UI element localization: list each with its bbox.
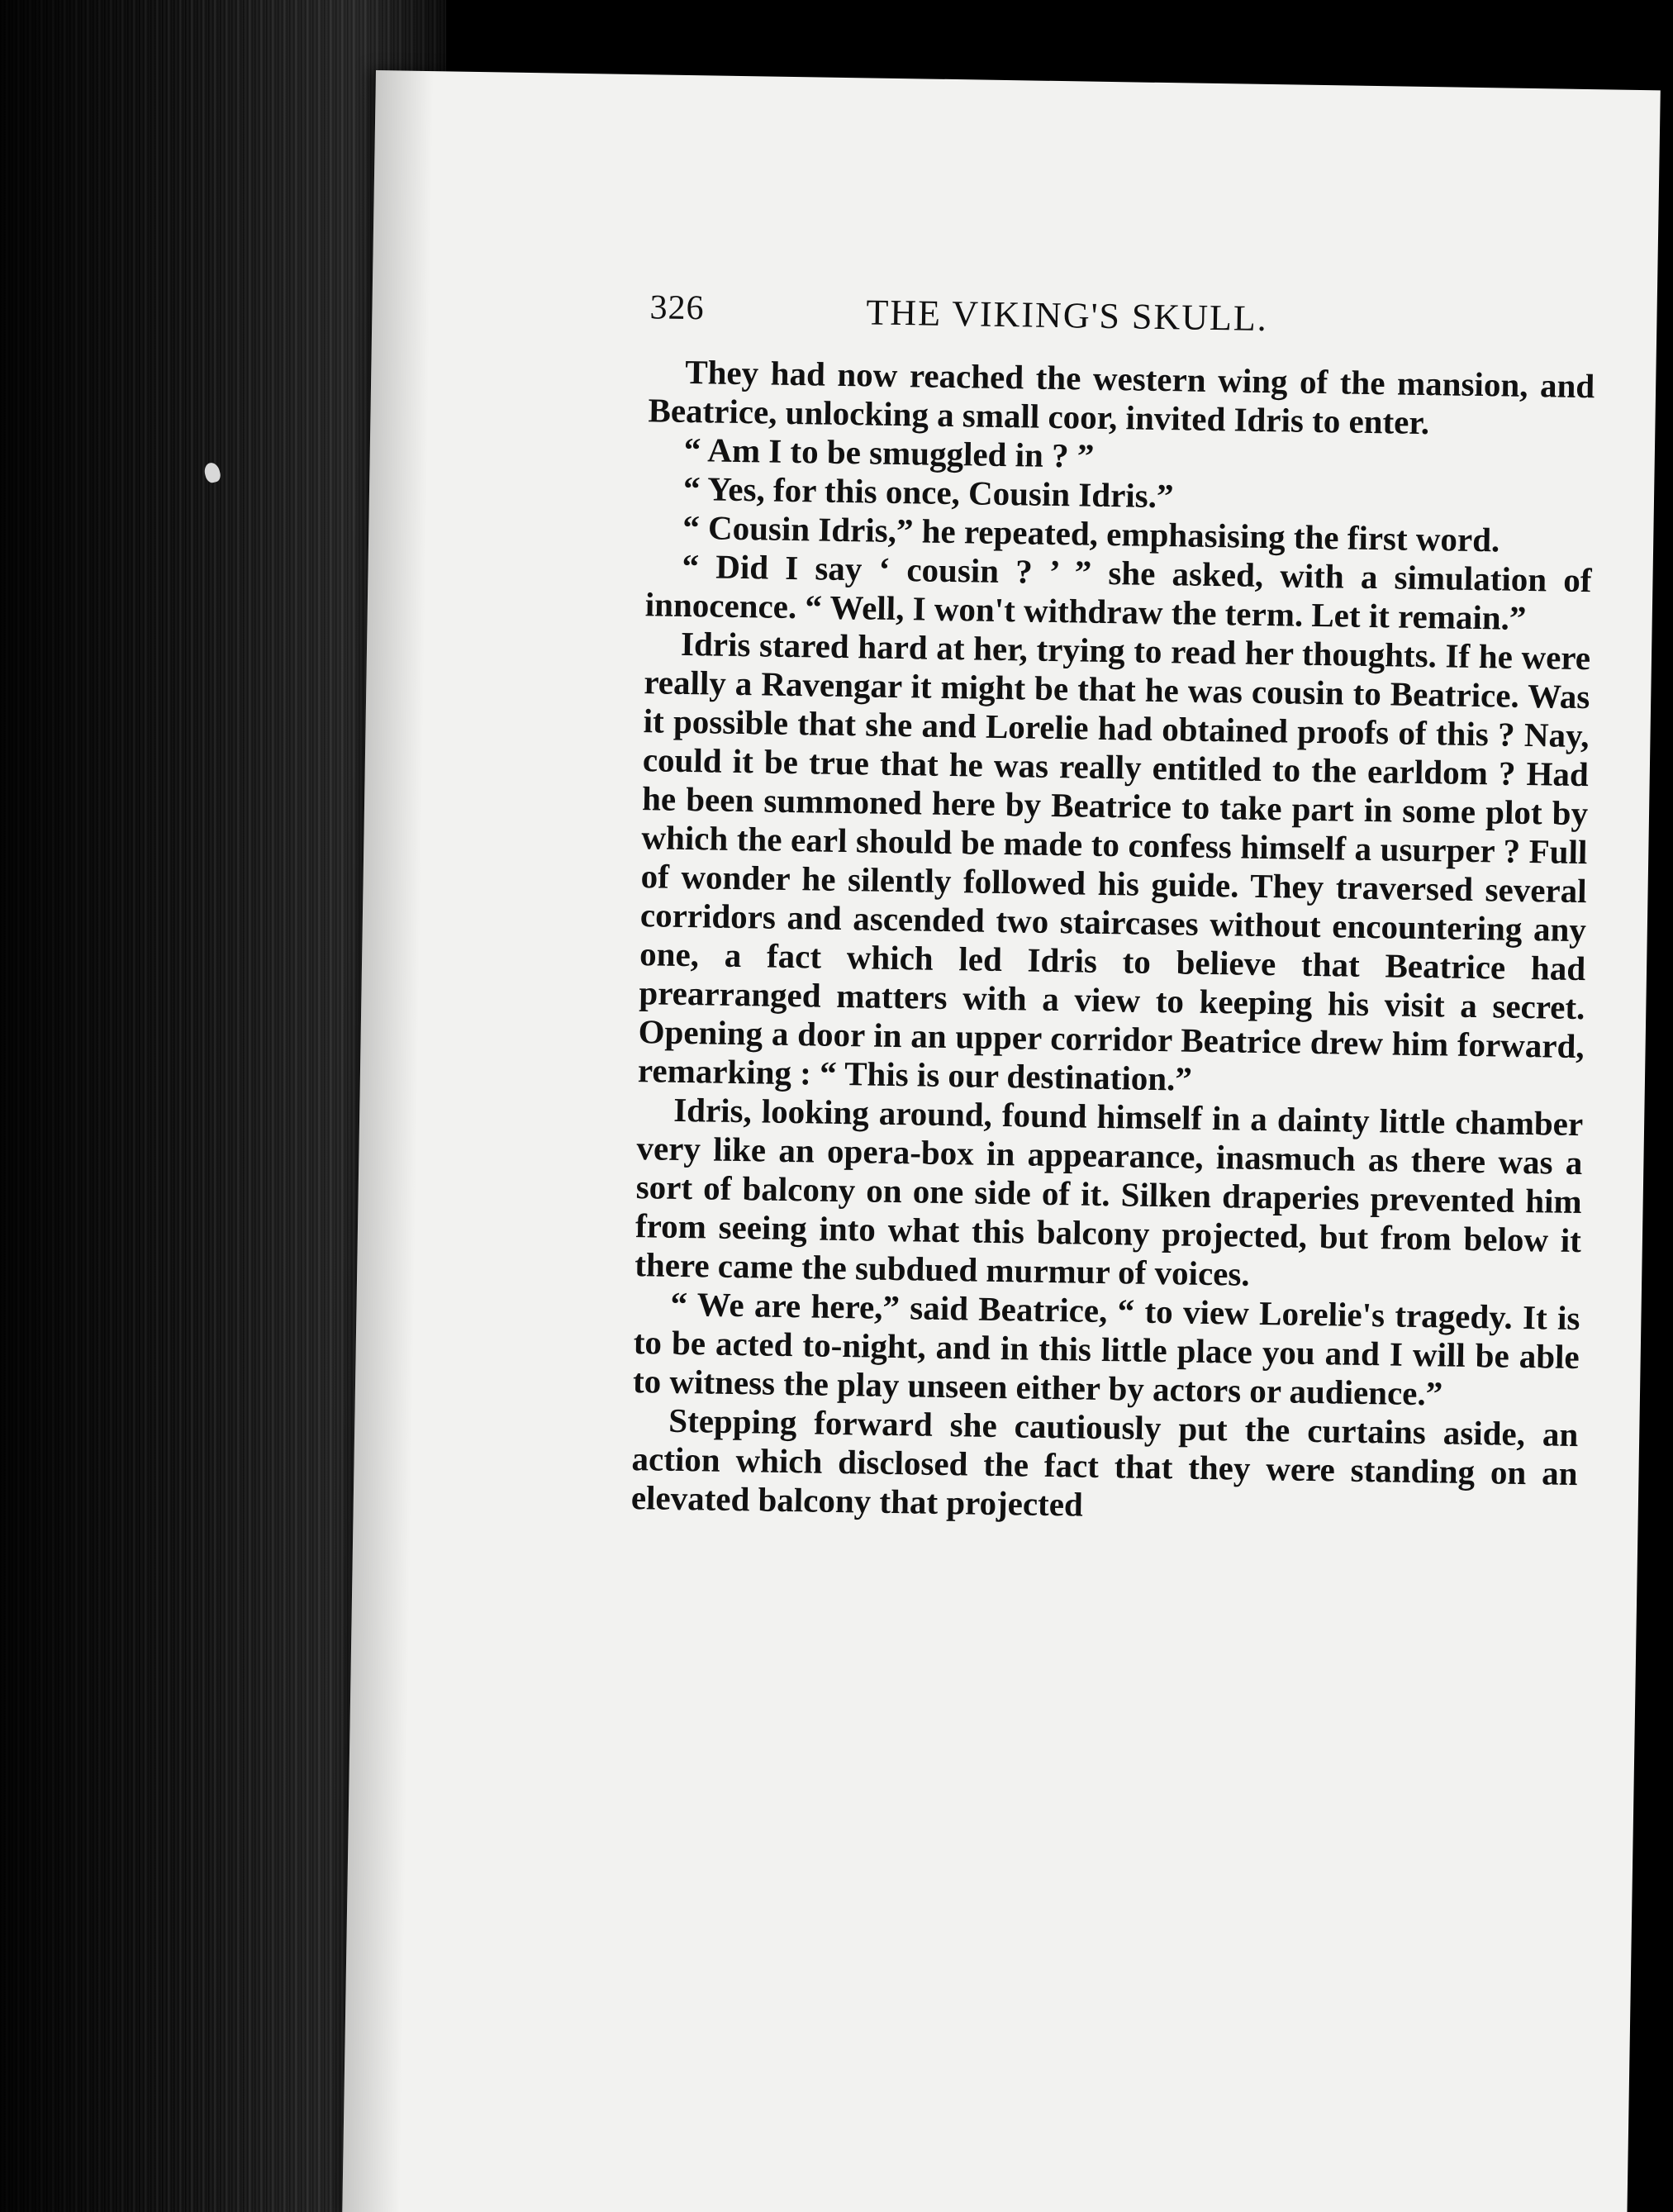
paragraph: “ Did I say ‘ cousin ? ’ ” she asked, with a simulation of innocence. “ Well, I won't withdraw the term. Let it remain.” xyxy=(644,546,1592,637)
paragraph: “ Am I to be smuggled in ? ” xyxy=(683,430,1095,475)
page-header xyxy=(649,288,1596,349)
paragraph: “ We are here,” said Beatrice, “ to view Lorelie's tragedy. It is to be acted to-night, and in this little place you and I will be able to witness the play unseen either by actors or audience.” xyxy=(632,1284,1580,1413)
paragraph: Idris stared hard at her, trying to read her thoughts. If he were really a Ravengar it might be that he was cousin to Beatrice. Was it possible that she and Lorelie had obtained proofs of this ? Nay, could it be true that he was really entitled to the earldom ? Had he been summoned here by Beatrice to take part in some plot by which the earl should be made to confess himself a usurper ? Full of wonder he silently followed his guide. They traversed several corridors and ascended two staircases without encountering any one, a fact which led Idris to believe that Beatrice had prearranged matters with a view to keeping his visit a secret. Opening a door in an upper corridor Beatrice drew him forward, remarking : “ This is our destination.” xyxy=(637,624,1591,1098)
paragraph: Idris, looking around, found himself in a dainty little chamber very like an opera-box in appearance, inasmuch as there was a sort of balcony on one side of it. Silken draperies prevented him from seeing into what this balcony projected, but from below it there came the subdued murmur of voices. xyxy=(634,1090,1584,1293)
paragraph: They had now reached the western wing of the mansion, and Beatrice, unlocking a small coor, invited Idris to enter. xyxy=(648,352,1595,442)
paragraph: “ Cousin Idris,” he repeated, emphasising the first word. xyxy=(682,507,1500,559)
paragraph: “ Yes, for this once, Cousin Idris.” xyxy=(682,469,1174,516)
text-block xyxy=(631,288,1596,1532)
printed-page xyxy=(342,70,1661,2212)
paragraph: Stepping forward she cautiously put the curtains aside, an action which disclosed the fact that they were standing on an elevated balcony that projected xyxy=(630,1401,1579,1524)
running-title: THE VIKING'S SKULL. xyxy=(866,292,1269,339)
body-text xyxy=(631,352,1595,1532)
page-number: 326 xyxy=(649,288,705,328)
